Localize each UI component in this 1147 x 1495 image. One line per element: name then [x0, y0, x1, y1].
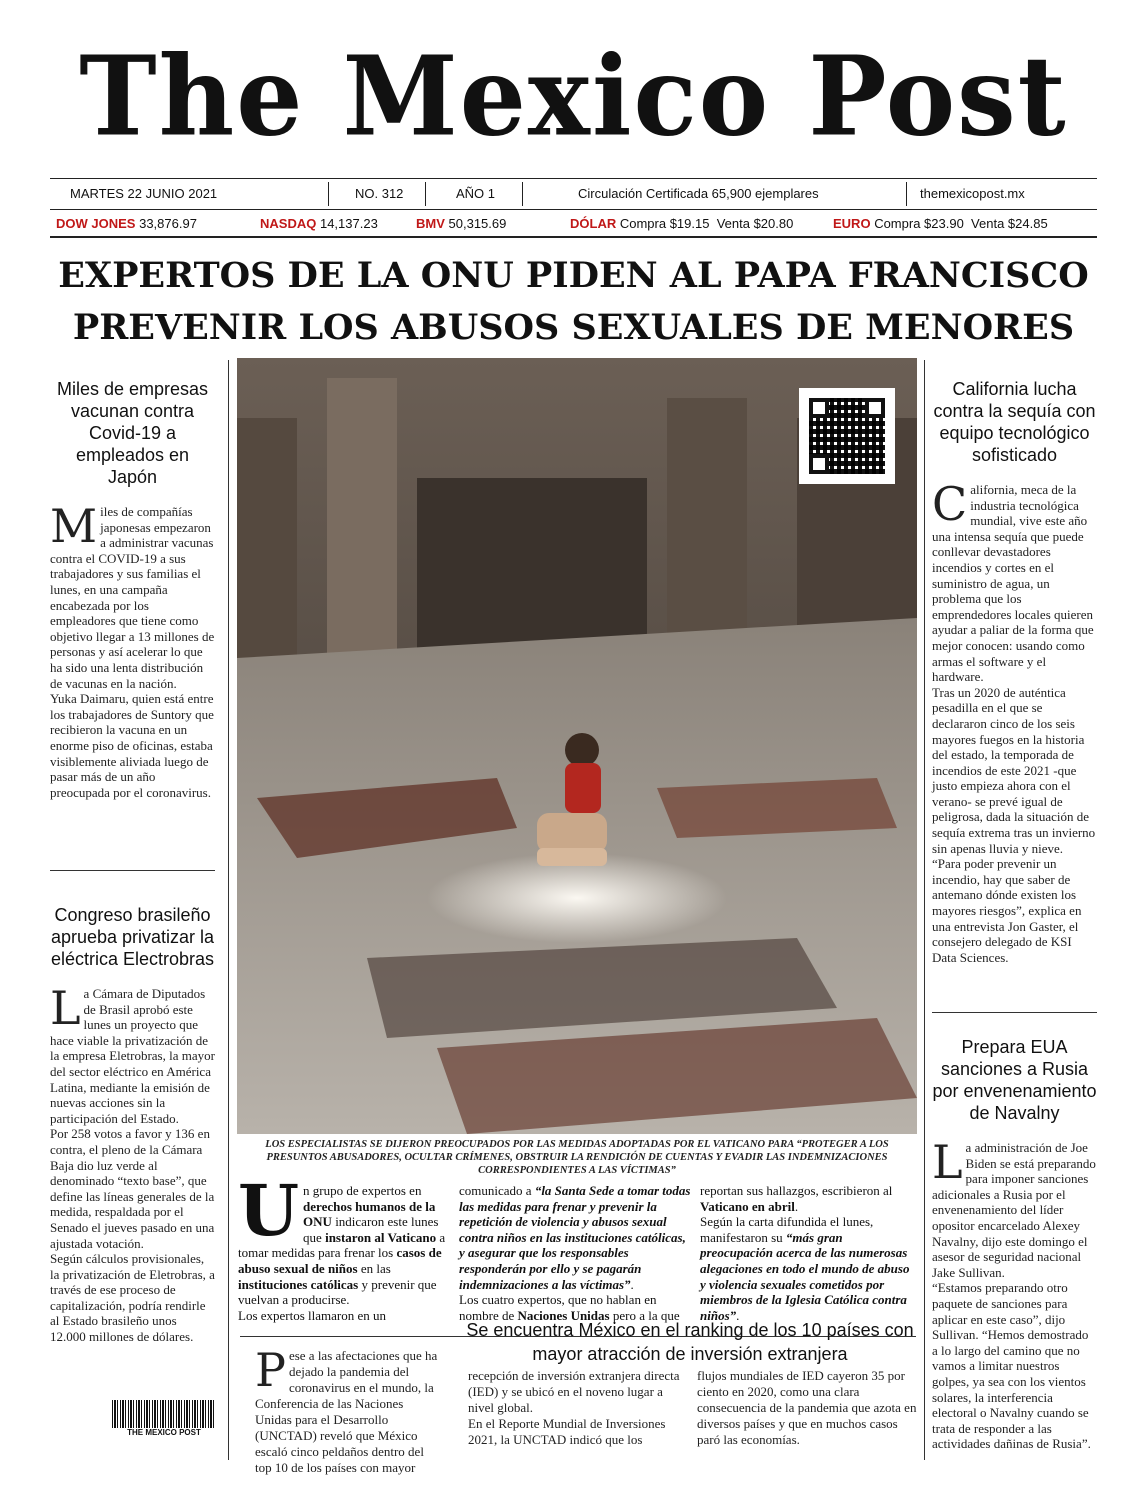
right-story-1-body-3: “Para poder prevenir un incendio, hay que saber de antemano dónde existen los mayores riesgos”, explica en una entrevista Jon Gaster, el consejero delegado de KSI Data Sciences. [932, 856, 1082, 965]
lead-col3-bold-b: Vaticano en abril [700, 1198, 795, 1214]
left-story-2-body: a Cámara de Diputados de Brasil aprobó este lunes un proyecto que hace viable la privatización de la empresa Eletrobras, la mayor del sector eléctrico en América Latina, mediante la emisión de nuevas acciones sin la participación del Estado. [50, 986, 215, 1126]
lead-col3-text-a: reportan sus hallazgos, escribieron al [700, 1183, 893, 1198]
nasdaq-value: 14,137.23 [319, 216, 378, 231]
lead-col3-quote: “más gran preocupación acerca de las numerosas alegaciones en todo el mundo de abuso y violencia sexuales cometidos por miembros de la Iglesia Católica contra niños” [700, 1229, 910, 1323]
right-divider [932, 1012, 1097, 1013]
left-story-2-body-2: Por 258 votos a favor y 136 en contra, el pleno de la Cámara Baja dio luz verde al denominado “texto base”, que define las líneas generales de la medida, respaldada por el Senado el jueves pasado en una ajustada votación. [50, 1126, 215, 1251]
bottom-dropcap: P [255, 1343, 286, 1397]
lead-photo [237, 358, 917, 1134]
lead-col2-text-f: pero a la que [609, 1307, 680, 1323]
left-story-2-body-3: Según cálculos provisionales, la privatización de Eletrobras, a través de ese proceso de capitalización, podría rendirle al Estado brasileño unos 12.000 millones de dólares. [50, 1251, 215, 1345]
lead-column-3 [700, 1183, 914, 1323]
lead-col2-bold-e: Naciones Unidas [517, 1307, 610, 1323]
left-column-rule [228, 360, 229, 1460]
lead-column-2 [459, 1183, 691, 1323]
right-story-2-dropcap: L [932, 1135, 963, 1189]
euro-buy: Compra $23.90 [874, 216, 964, 231]
right-story-1 [932, 378, 1097, 965]
dolar-buy: Compra $19.15 [619, 216, 710, 231]
left-story-2-dropcap: L [50, 981, 81, 1035]
lead-col2-text-d: Los cuatro expertos, que no hablan en nombre de [459, 1292, 657, 1323]
left-story-1-dropcap: M [50, 499, 98, 553]
lead-col2-quote: “la Santa Sede a tomar todas las medidas para frenar y prevenir la repetición de violencia y abusos sexual contra niños en las instituciones católicas, y asegurar que los responsables responderán por ello y se pagarán indemnizaciones a las víctimas” [459, 1183, 691, 1292]
lead-col3-text-d: Según la carta difundida el lunes, manifestaron su [700, 1214, 874, 1245]
bottom-col2-body-2: En el Reporte Mundial de Inversiones 2021, la UNCTAD indicó que los [468, 1416, 666, 1447]
circulation: Circulación Certificada 65,900 ejemplares [578, 186, 819, 201]
market-ticker [50, 214, 1097, 238]
lead-col1-bold-d: instaron al Vaticano [325, 1229, 437, 1245]
dow-label: DOW JONES [56, 216, 136, 231]
lead-col3-text-f: . [736, 1307, 740, 1323]
nasdaq-label: NASDAQ [260, 216, 317, 231]
right-story-2-body-2: “Estamos preparando otro paquete de sanciones para aplicar en este caso”, dijo Sullivan. “Hemos demostrado a lo largo del camino que no vamos a limitar nuestros golpes, ya sea con los vientos solares, la interferencia electoral o Navalny cuando se trata de responder a las actividades dañinas de Rusia”. [932, 1280, 1091, 1452]
lead-col1-text-a: n grupo de expertos en [303, 1183, 422, 1198]
left-story-2-title: Congreso brasileño aprueba privatizar la eléctrica Electrobras [50, 905, 215, 969]
left-story-1-body: iles de compañías japonesas empezaron a administrar vacunas contra el COVID-19 a sus trabajadores y sus familias el lunes, en una campaña encabezada por los empleadores que tiene como objetivo llegar a 13 millones de personas y así acelerar lo que ha sido una lenta distribución de vacunas en la nación. [50, 504, 215, 691]
lead-col1-text-e: a tomar medidas para frenar los [238, 1229, 446, 1261]
euro-sell: Venta $24.85 [971, 216, 1048, 231]
dolar-label: DÓLAR [570, 216, 617, 231]
left-story-1-title: Miles de empresas vacunan contra Covid-19 a empleados en Japón [56, 379, 209, 487]
bottom-column-2 [468, 1368, 683, 1448]
info-bar [50, 178, 1097, 210]
lead-col1-text-i: y prevenir que vuelvan a producirse. [238, 1276, 437, 1308]
lead-col1-bold-b: derechos humanos de la ONU [303, 1198, 436, 1230]
lead-col2-text-a: comunicado a [459, 1183, 535, 1198]
right-story-2-title: Prepara EUA sanciones a Rusia por envenenamiento de Navalny [932, 1037, 1097, 1123]
bottom-col3-body: flujos mundiales de IED cayeron 35 por ciento en 2020, como una clara consecuencia de la pandemia que azota en diversos países y que en muchos casos paró las economías. [697, 1368, 917, 1447]
right-story-1-body: alifornia, meca de la industria tecnológica mundial, vive este año una intensa sequía que puede conllevar devastadores incendios y cortes en el suministro de agua, un problema que los emprendedores locales quieren ayudar a paliar de la forma que mejor conocen: usando como armas el software y el hardware. [932, 482, 1094, 685]
right-column-rule [924, 360, 925, 1460]
issue-date: MARTES 22 JUNIO 2021 [70, 186, 218, 201]
bottom-col2-body: recepción de inversión extranjera directa (IED) y se ubicó en el noveno lugar a nivel global. [468, 1368, 680, 1415]
left-story-1-body-2: Yuka Daimaru, quien está entre los trabajadores de Suntory que recibieron la vacuna en un enorme piso de oficinas, estaba visiblemente aliviada luego de pasar más de un año preocupada por el coronavirus. [50, 691, 214, 800]
right-story-1-title: California lucha contra la sequía con equipo tecnológico sofisticado [933, 379, 1096, 465]
left-story-2 [50, 904, 215, 1345]
bmv-value: 50,315.69 [448, 216, 507, 231]
lead-col1-text-j: Los expertos llamaron en un [238, 1307, 387, 1323]
issue-year: AÑO 1 [456, 186, 496, 201]
website: themexicopost.mx [920, 186, 1025, 201]
euro-label: EURO [833, 216, 871, 231]
right-story-1-dropcap: C [932, 477, 968, 531]
lead-col1-bold-h: instituciones católicas [238, 1276, 359, 1292]
dolar-sell: Venta $20.80 [716, 216, 794, 231]
right-story-1-body-2: Tras un 2020 de auténtica pesadilla en el que se declararon cinco de los seis mayores fuegos en la historia del estado, la temporada de incendios de este 2021 -que justo empieza ahora con el verano- se prevé igual de peligrosa, dada la situación de sequía extrema tras un invierno sin apenas lluvia y nieve. [932, 684, 1096, 856]
bottom-story-title: Se encuentra México en el ranking de los 10 países con mayor atracción de inversión extranjera [466, 1320, 914, 1364]
lead-col1-text-c: indicaron este lunes que [303, 1214, 439, 1245]
bmv-label: BMV [416, 216, 445, 231]
left-divider [50, 870, 215, 871]
issue-number: NO. 312 [355, 186, 404, 201]
lead-col1-text-g: en las [357, 1260, 391, 1276]
lead-col2-text-c: . [630, 1276, 634, 1292]
photo-caption: LOS ESPECIALISTAS SE DIJERON PREOCUPADOS POR LAS MEDIDAS ADOPTADAS POR EL VATICANO PARA “PROTEGER A LOS PRESUNTOS ABUSADORES, OCULTAR CRÍMENES, OBSTRUIR LA RENDICIÓN DE CUENTAS Y EVADIR LAS INDEMNIZACIONES CORRESPONDIENTES A LAS VÍCTIMAS” [265, 1139, 889, 1176]
headline-line-1: EXPERTOS DE LA ONU PIDEN AL PAPA FRANCISCO [58, 255, 1089, 296]
bottom-col1-body: ese a las afectaciones que ha dejado la pandemia del coronavirus en el mundo, la Conferencia de las Naciones Unidas para el Desarrollo (UNCTAD) reveló que México escaló cinco peldaños dentro del top 10 de los países con mayor [255, 1348, 438, 1475]
main-headline [30, 250, 1117, 354]
right-story-2 [932, 1036, 1097, 1452]
barcode-label: THE MEXICO POST [127, 1428, 201, 1437]
lead-col3-text-c: . [794, 1198, 799, 1214]
lead-col1-bold-f: casos de abuso sexual de niños [238, 1245, 442, 1276]
qr-code [799, 388, 895, 484]
lead-dropcap: U [238, 1169, 300, 1252]
bottom-column-3 [697, 1368, 917, 1448]
right-story-2-body: a administración de Joe Biden se está preparando para imponer sanciones adicionales a Rusia por el envenenamiento del líder opositor encarcelado Alexey Navalny, dijo este domingo el asesor de seguridad nacional Jake Sullivan. [932, 1140, 1096, 1280]
lead-column-1 [238, 1169, 448, 1323]
headline-line-2: PREVENIR LOS ABUSOS SEXUALES DE MENORES [72, 307, 1075, 348]
masthead-title: The Mexico Post [79, 31, 1068, 161]
bottom-column-1 [255, 1343, 441, 1476]
left-story-1 [50, 378, 215, 800]
dow-value: 33,876.97 [139, 216, 197, 231]
barcode [112, 1400, 216, 1428]
